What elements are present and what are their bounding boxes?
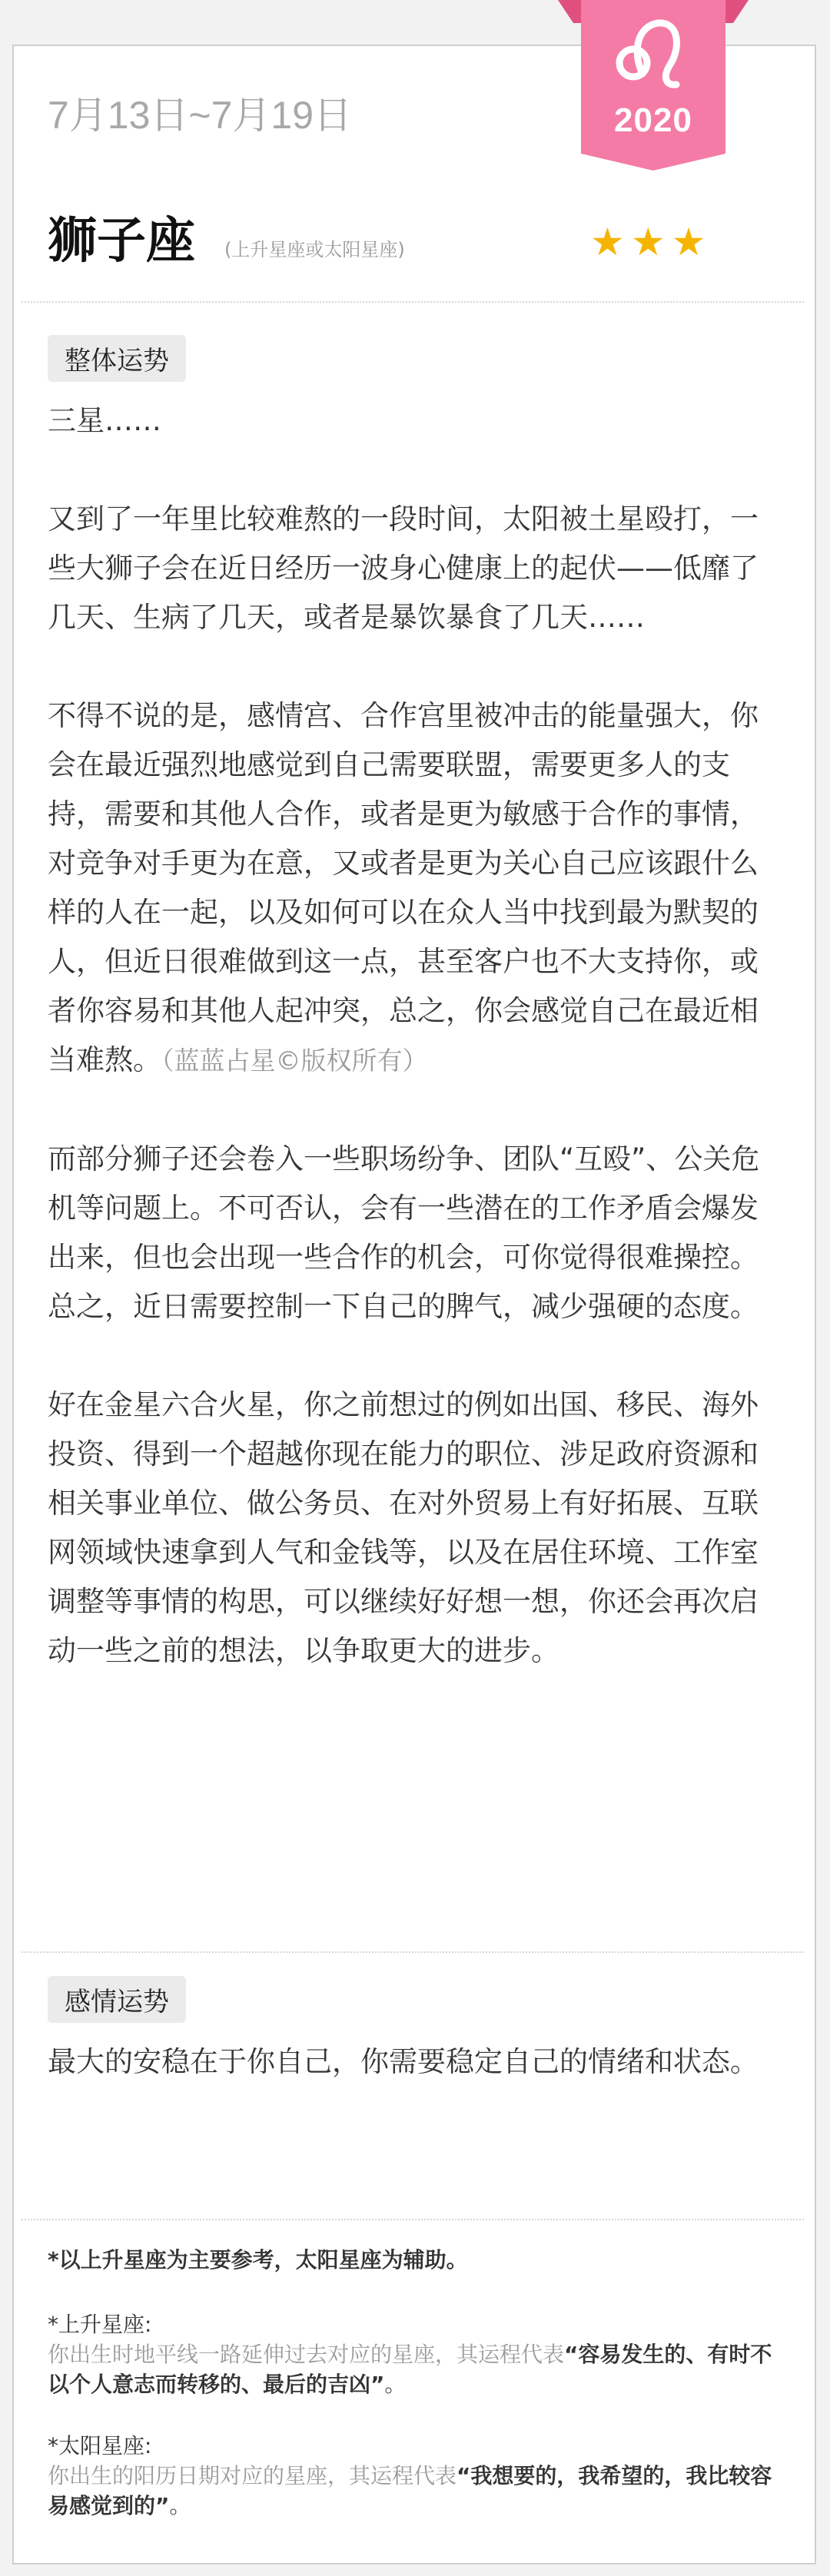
rising-desc (48, 2339, 785, 2399)
rising-quote: “容易发生的、有时不以个人意志而转移的、最后的吉凶” (48, 2342, 772, 2397)
paragraph-text: 不得不说的是，感情宫、合作宫里被冲击的能量强大，你会在最近强烈地感觉到自己需要联盟，需要更多人的支持，需要和其他人合作，或者是更为敏感于合作的事情，对竞争对手更为在意，又或者是更为关心自己应该跟什么样的人在一起，以及如何可以在众人当中找到最为默契的人，但近日很难做到这一点，甚至客户也不大支持你，或者你容易和其他人起冲突，总之，你会感觉自己在最近相当难熬。 (48, 699, 759, 1076)
paragraph: 而部分狮子还会卷入一些职场纷争、团队“互殴”、公关危机等问题上。不可否认，会有一些潜在的工作矛盾会爆发出来，但也会出现一些合作的机会，可你觉得很难操控。总之，近日需要控制一下自己的脾气，减少强硬的态度。 (48, 1142, 760, 1323)
paragraph: 好在金星六合火星，你之前想过的例如出国、移民、海外投资、得到一个超越你现在能力的职位、涉足政府资源和相关事业单位、做公务员、在对外贸易上有好拓展、互联网领域快速拿到人气和金钱等，以及在居住环境、工作室调整等事情的构思，可以继续好好想一想，你还会再次启动一些之前的想法，以争取更大的进步。 (48, 1388, 759, 1667)
leo-icon (558, 0, 749, 108)
rising-sign-note (48, 2309, 785, 2399)
reference-note (48, 2245, 785, 2275)
divider (22, 1951, 804, 1953)
sun-quote: “我想要的，我希望的，我比较容易感觉到的” (48, 2463, 772, 2518)
spacer (48, 1086, 785, 1135)
rising-text: 你出生时地平线一路延伸过去对应的星座，其运程代表 (48, 2342, 565, 2367)
star-rating: ★★★ (590, 220, 712, 264)
sign-title: 狮子座 (48, 213, 195, 270)
copyright-note: （蓝蓝占星©版权所有） (161, 1046, 428, 1076)
rising-title: *上升星座: (48, 2312, 152, 2337)
sun-title: *太阳星座: (48, 2433, 152, 2458)
rising-end: 。 (384, 2372, 407, 2397)
sun-end: 。 (169, 2493, 191, 2518)
sun-desc (48, 2461, 785, 2521)
spacer (48, 446, 785, 495)
overall-fortune-text (48, 396, 785, 1676)
note-main: *以上升星座为主要参考，太阳星座为辅助。 (48, 2247, 468, 2273)
spacer (48, 642, 785, 691)
sign-subtitle: (上升星座或太阳星座) (224, 239, 405, 260)
love-fortune-text (48, 2037, 785, 2087)
year-badge (558, 0, 749, 171)
love-fortune-tag: 感情运势 (48, 1976, 186, 2023)
sun-sign-note (48, 2431, 785, 2521)
paragraph: 最大的安稳在于你自己，你需要稳定自己的情绪和状态。 (48, 2045, 759, 2078)
paragraph: 三星…… (48, 404, 161, 437)
overall-fortune-tag: 整体运势 (48, 335, 186, 382)
paragraph (48, 691, 785, 1086)
divider (22, 301, 804, 303)
date-range: 7月13日~7月19日 (48, 94, 353, 137)
spacer (48, 1331, 785, 1381)
divider (22, 2219, 804, 2220)
sun-text: 你出生的阳历日期对应的星座，其运程代表 (48, 2463, 457, 2488)
badge-year: 2020 (614, 101, 692, 139)
paragraph: 又到了一年里比较难熬的一段时间，太阳被土星殴打，一些大狮子会在近日经历一波身心健康上的起伏——低靡了几天、生病了几天，或者是暴饮暴食了几天…… (48, 502, 759, 634)
